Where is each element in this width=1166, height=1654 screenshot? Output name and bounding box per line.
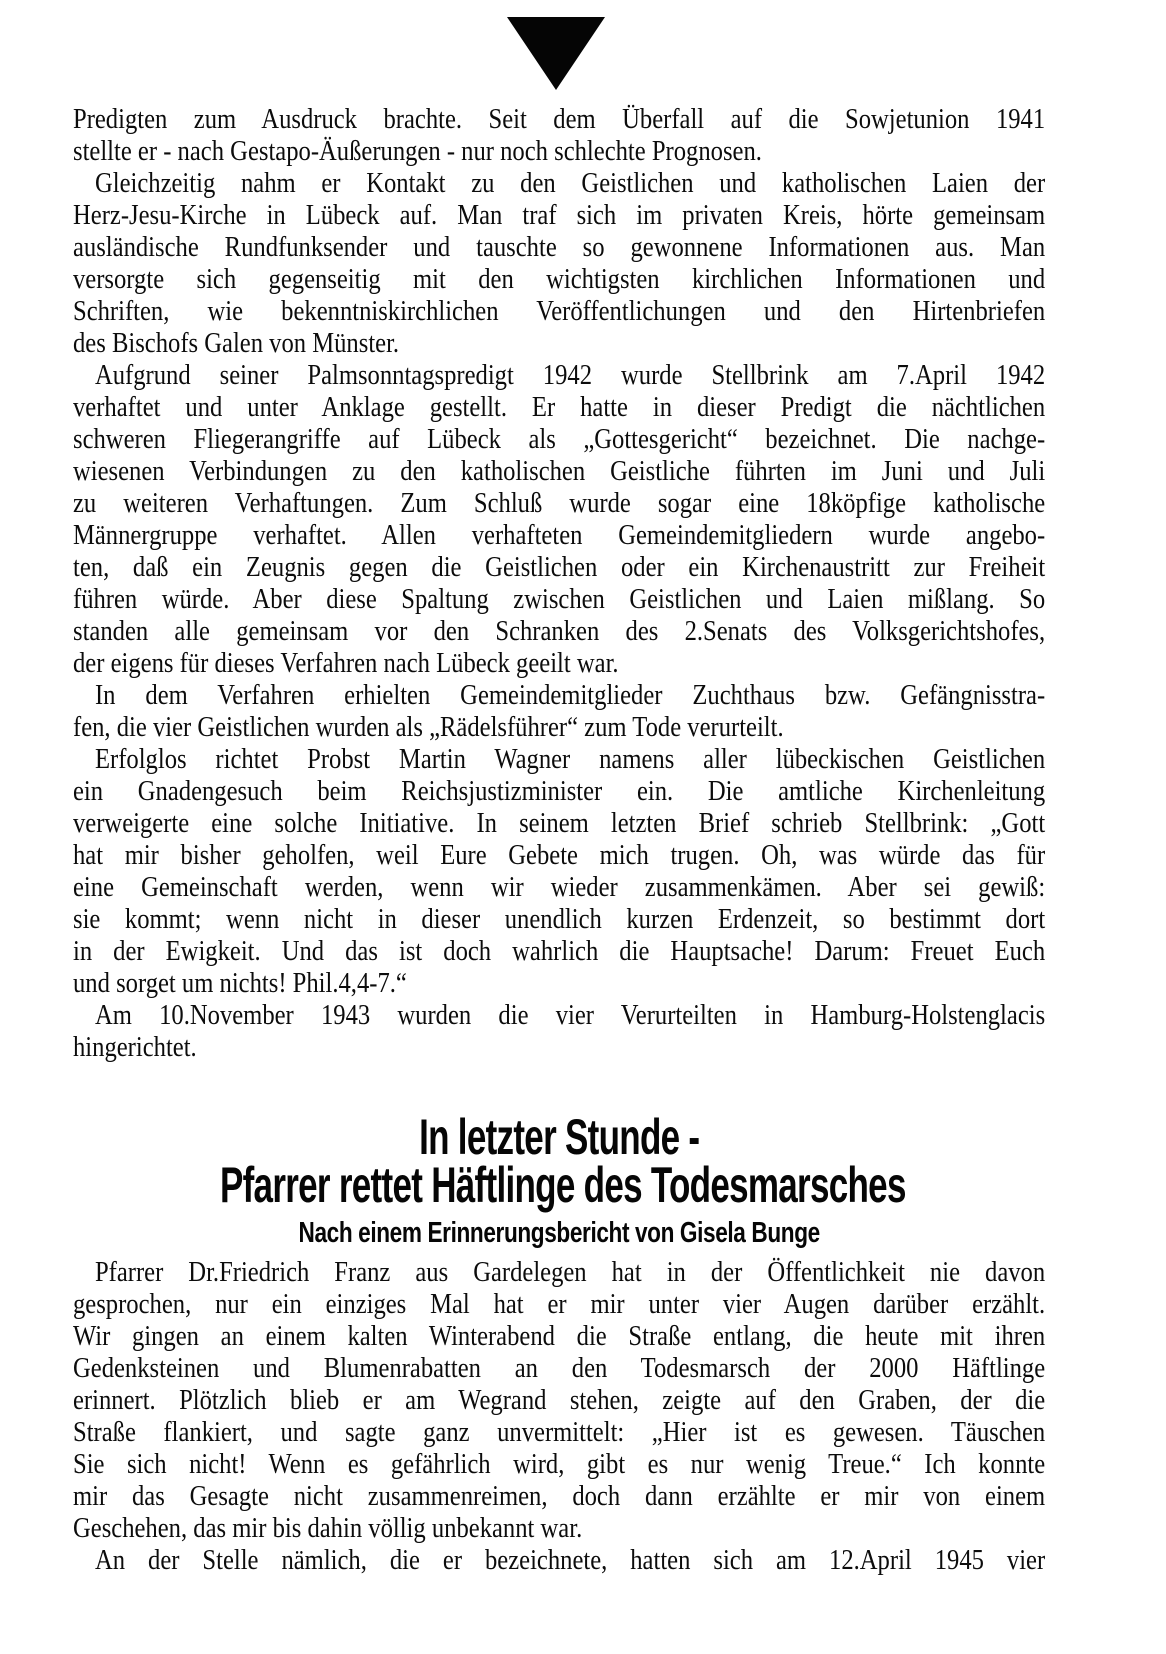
heading-line-2-text: Pfarrer rettet Häftlinge des Todesmarsches [219,1157,906,1213]
text-line: Geschehen, das mir bis dahin völlig unbekannt war. [73,1513,583,1544]
text-line: Predigten zum Ausdruck brachte. Seit dem Überfall auf die Sowjetunion 1941 [73,104,1046,135]
text-line: Schriften, wie bekenntniskirchlichen Veröffentlichungen und den Hirtenbriefen [73,296,1046,327]
text-line: Straße flankiert, und sagte ganz unvermittelt: „Hier ist es gewesen. Täuschen [73,1417,1046,1448]
text-line: Männergruppe verhaftet. Allen verhafteten Gemeindemitgliedern wurde angebo- [73,520,1046,551]
text-line: hingerichtet. [73,1032,197,1063]
text-line: erinnert. Plötzlich blieb er am Wegrand stehen, zeigte auf den Graben, der die [73,1385,1046,1416]
text-line: In dem Verfahren erhielten Gemeindemitglieder Zuchthaus bzw. Gefängnisstra- [94,680,1046,711]
text-line: Pfarrer Dr.Friedrich Franz aus Gardelegen hat in der Öffentlichkeit nie davon [94,1257,1046,1288]
text-line: Gleichzeitig nahm er Kontakt zu den Geistlichen und katholischen Laien der [94,168,1046,199]
text-line: Wir gingen an einem kalten Winterabend die Straße entlang, die heute mit ihren [73,1321,1046,1352]
text-line: ausländische Rundfunksender und tauschte so gewonnene Informationen aus. Man [73,232,1046,263]
text-line: der eigens für dieses Verfahren nach Lübeck geeilt war. [73,648,619,679]
paragraph [73,360,1045,680]
text-line: des Bischofs Galen von Münster. [73,328,400,359]
paragraph [73,680,1045,744]
text-line: sie kommt; wenn nicht in dieser unendlich kurzen Erdenzeit, so bestimmt dort [73,904,1046,935]
text-line: verhaftet und unter Anklage gestellt. Er hatte in dieser Predigt die nächtlichen [73,392,1046,423]
text-line: in der Ewigkeit. Und das ist doch wahrlich die Hauptsache! Darum: Freuet Euch [73,936,1046,967]
text-line: Sie sich nicht! Wenn es gefährlich wird, gibt es nur wenig Treue.“ Ich konnte [73,1449,1046,1480]
paragraph [73,1545,1045,1577]
down-triangle-icon [507,17,605,90]
text-line: hat mir bisher geholfen, weil Eure Gebete mich trugen. Oh, was würde das für [73,840,1046,871]
text-line: verweigerte eine solche Initiative. In seinem letzten Brief schrieb Stellbrink: „Gott [73,808,1046,839]
text-line: standen alle gemeinsam vor den Schranken des 2.Senats des Volksgerichtshofes, [73,616,1046,647]
paragraph [73,1257,1045,1545]
heading-subtitle-text: Nach einem Erinnerungsbericht von Gisela Bunge [298,1217,820,1249]
text-line: fen, die vier Geistlichen wurden als „Rädelsführer“ zum Tode verurteilt. [73,712,784,743]
text-line: Aufgrund seiner Palmsonntagspredigt 1942 wurde Stellbrink am 7.April 1942 [94,360,1046,391]
article-heading [73,1109,1045,1250]
text-line: Erfolglos richtet Probst Martin Wagner namens aller lübeckischen Geistlichen [94,744,1046,775]
text-line: Am 10.November 1943 wurden die vier Verurteilten in Hamburg-Holstenglacis [94,1000,1046,1031]
heading-line-1-text: In letzter Stunde - [418,1109,700,1165]
text-line: und sorget um nichts! Phil.4,4-7.“ [73,968,407,999]
text-line: schweren Fliegerangriffe auf Lübeck als „Gottesgericht“ bezeichnet. Die nachge- [73,424,1046,455]
body-section-top [73,104,1045,1064]
text-line: mir das Gesagte nicht zusammenreimen, doch dann erzählte er mir von einem [73,1481,1046,1512]
text-line: versorgte sich gegenseitig mit den wichtigsten kirchlichen Informationen und [73,264,1046,295]
text-line: An der Stelle nämlich, die er bezeichnete, hatten sich am 12.April 1945 vier [94,1545,1046,1576]
text-line: ein Gnadengesuch beim Reichsjustizminister ein. Die amtliche Kirchenleitung [73,776,1046,807]
text-line: Herz-Jesu-Kirche in Lübeck auf. Man traf sich im privaten Kreis, hörte gemeinsam [73,200,1046,231]
paragraph [73,1000,1045,1064]
heading-line-1 [73,1109,1045,1165]
text-line: zu weiteren Verhaftungen. Zum Schluß wurde sogar eine 18köpfige katholische [73,488,1046,519]
heading-subtitle [73,1216,1045,1250]
heading-line-2 [73,1157,1045,1213]
paragraph [73,744,1045,1000]
text-line: wiesenen Verbindungen zu den katholischen Geistliche führten im Juni und Juli [73,456,1046,487]
paragraph [73,104,1045,168]
text-line: Gedenksteinen und Blumenrabatten an den Todesmarsch der 2000 Häftlinge [73,1353,1046,1384]
text-line: stellte er - nach Gestapo-Äußerungen - nur noch schlechte Prognosen. [73,136,762,167]
text-line: ten, daß ein Zeugnis gegen die Geistlichen oder ein Kirchenaustritt zur Freiheit [73,552,1046,583]
body-section-bottom [73,1257,1045,1577]
text-line: gesprochen, nur ein einziges Mal hat er mir unter vier Augen darüber erzählt. [73,1289,1046,1320]
text-line: eine Gemeinschaft werden, wenn wir wieder zusammenkämen. Aber sei gewiß: [73,872,1046,903]
text-line: führen würde. Aber diese Spaltung zwischen Geistlichen und Laien mißlang. So [73,584,1046,615]
paragraph [73,168,1045,360]
